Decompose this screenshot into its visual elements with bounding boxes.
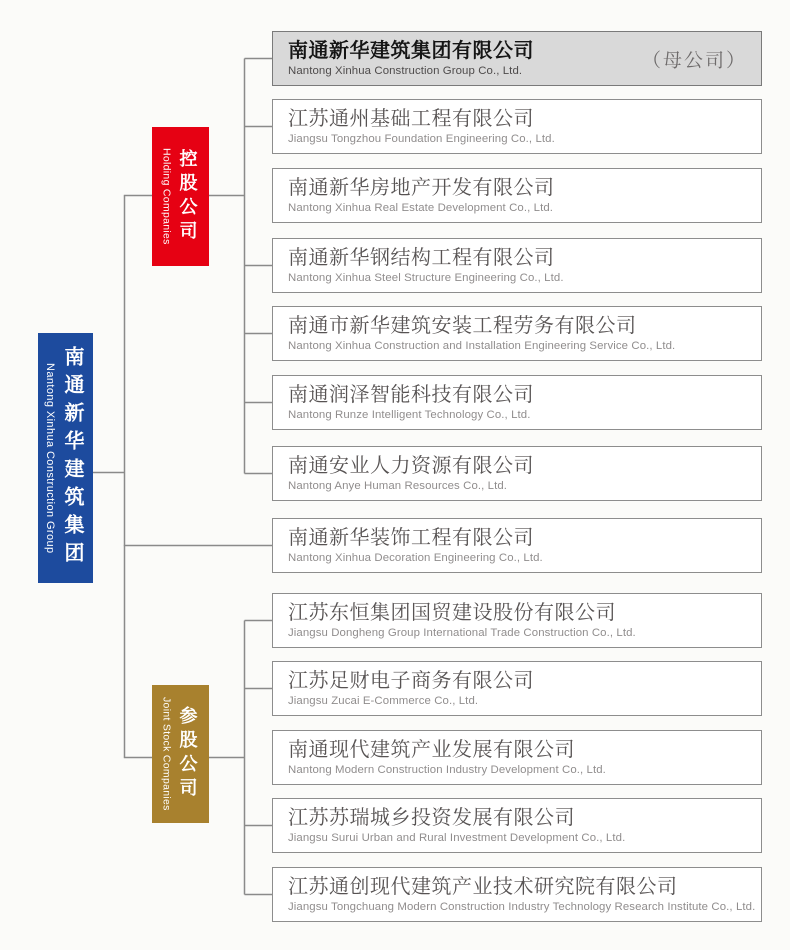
company-box bbox=[272, 238, 762, 293]
company-box bbox=[272, 867, 762, 922]
company-name-zh: 江苏苏瑞城乡投资发展有限公司 bbox=[288, 807, 575, 829]
company-box bbox=[272, 375, 762, 430]
company-name-zh: 南通市新华建筑安装工程劳务有限公司 bbox=[288, 315, 637, 337]
root-group-label-zh: 南通新华建筑集团 bbox=[61, 346, 83, 570]
joint-stock-companies-label bbox=[152, 685, 209, 823]
company-name-zh: 南通润泽智能科技有限公司 bbox=[288, 384, 534, 406]
company-name-zh: 南通新华建筑集团有限公司 bbox=[288, 40, 534, 62]
company-name-en: Jiangsu Surui Urban and Rural Investment Development Co., Ltd. bbox=[288, 832, 626, 844]
company-box bbox=[272, 798, 762, 853]
holding-companies-label bbox=[152, 127, 209, 266]
company-name-en: Nantong Anye Human Resources Co., Ltd. bbox=[288, 480, 508, 492]
company-name-zh: 南通新华钢结构工程有限公司 bbox=[288, 247, 555, 269]
company-name-en: Nantong Runze Intelligent Technology Co., Ltd. bbox=[288, 409, 531, 421]
company-name-en: Jiangsu Zucai E-Commerce Co., Ltd. bbox=[288, 695, 479, 707]
company-name-en: Nantong Xinhua Construction Group Co., Ltd. bbox=[288, 65, 523, 77]
company-name-zh: 南通安业人力资源有限公司 bbox=[288, 455, 534, 477]
company-box bbox=[272, 593, 762, 648]
holding-companies-label-en: Holding Companies bbox=[160, 148, 173, 245]
company-name-zh: 南通新华房地产开发有限公司 bbox=[288, 177, 555, 199]
company-name-zh: 江苏东恒集团国贸建设股份有限公司 bbox=[288, 602, 616, 624]
joint-stock-companies-label-zh: 参股公司 bbox=[177, 706, 198, 802]
company-name-zh: 南通新华装饰工程有限公司 bbox=[288, 527, 534, 549]
root-group-label bbox=[38, 333, 93, 583]
company-name-en: Jiangsu Dongheng Group International Trade Construction Co., Ltd. bbox=[288, 627, 636, 639]
company-name-en: Nantong Xinhua Construction and Installation Engineering Service Co., Ltd. bbox=[288, 340, 676, 352]
company-box bbox=[272, 168, 762, 223]
company-box bbox=[272, 661, 762, 716]
holding-companies-label-zh: 控股公司 bbox=[177, 148, 198, 245]
company-box bbox=[272, 99, 762, 154]
company-box-parent bbox=[272, 31, 762, 86]
company-box bbox=[272, 446, 762, 501]
company-name-en: Jiangsu Tongzhou Foundation Engineering Co., Ltd. bbox=[288, 133, 555, 145]
company-name-en: Nantong Xinhua Steel Structure Engineering Co., Ltd. bbox=[288, 272, 564, 284]
company-name-en: Jiangsu Tongchuang Modern Construction Industry Technology Research Institute Co., Ltd. bbox=[288, 901, 756, 913]
root-group-label-en: Nantong Xinhua Construction Group bbox=[44, 362, 56, 554]
company-name-zh: 江苏通州基础工程有限公司 bbox=[288, 108, 534, 130]
company-name-en: Nantong Modern Construction Industry Development Co., Ltd. bbox=[288, 764, 606, 776]
joint-stock-companies-label-en: Joint Stock Companies bbox=[160, 697, 173, 811]
company-name-en: Nantong Xinhua Decoration Engineering Co., Ltd. bbox=[288, 552, 543, 564]
company-name-zh: 江苏通创现代建筑产业技术研究院有限公司 bbox=[288, 876, 678, 898]
company-box bbox=[272, 730, 762, 785]
company-box bbox=[272, 518, 762, 573]
parent-company-tag: （母公司） bbox=[641, 50, 747, 71]
company-name-zh: 南通现代建筑产业发展有限公司 bbox=[288, 739, 575, 761]
company-box bbox=[272, 306, 762, 361]
company-name-en: Nantong Xinhua Real Estate Development Co., Ltd. bbox=[288, 202, 554, 214]
company-name-zh: 江苏足财电子商务有限公司 bbox=[288, 670, 534, 692]
